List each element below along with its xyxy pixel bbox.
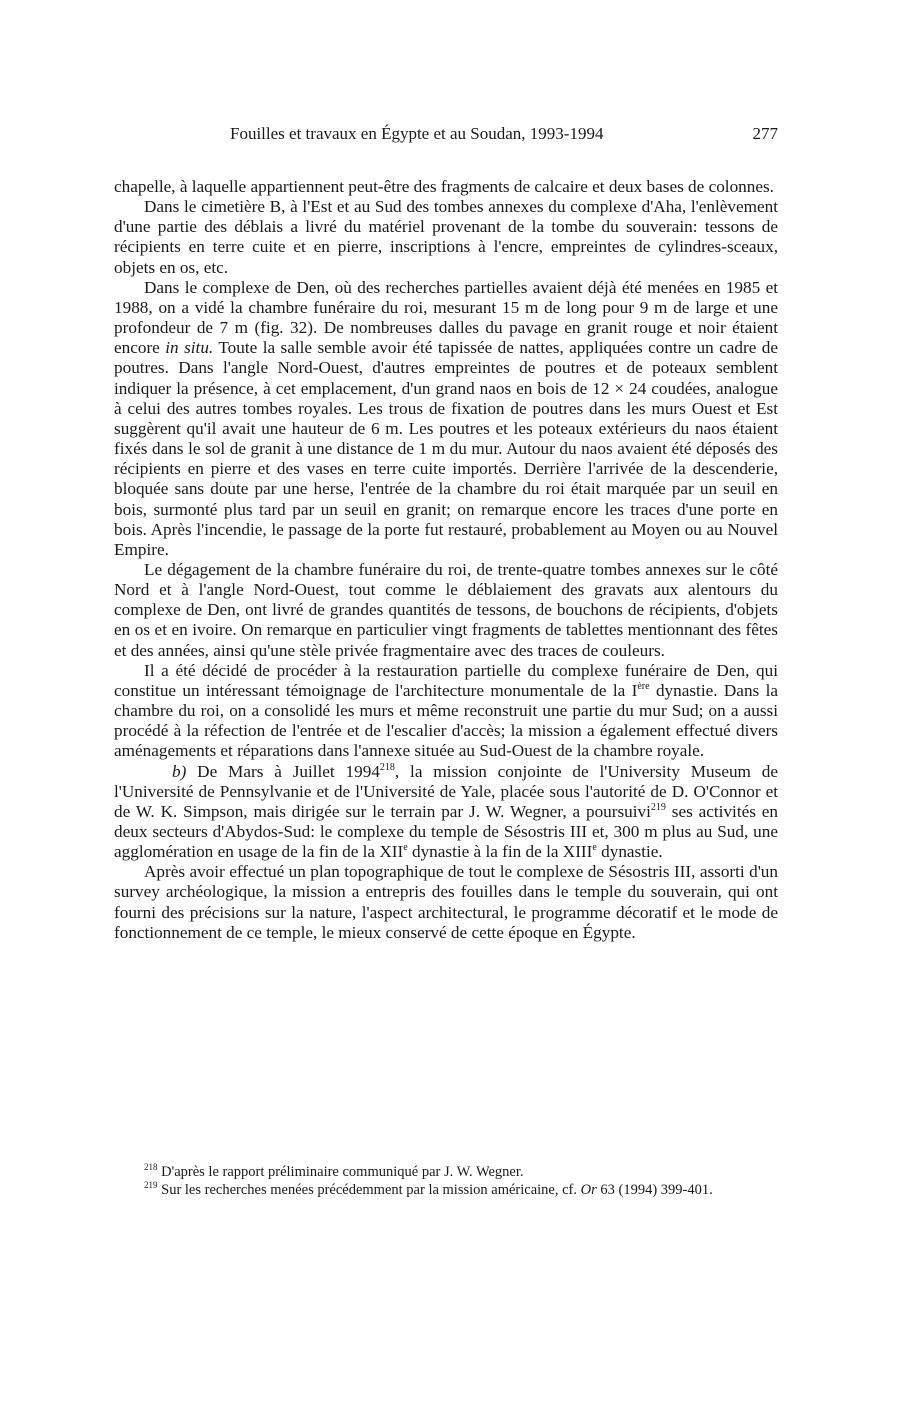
paragraph-3-text-a: Dans le complexe de Den, où des recherches partielles avaient déjà été menées en 1985 et 1988, on a vidé la chambre funéraire du roi, mesurant 15 m de long pour 9 m de large et une profondeur de 7 m (fig. 32). De nombreuses dalles du pavage en granit rouge et noir étaient encore [114, 277, 778, 358]
paragraph-7: Après avoir effectué un plan topographique de tout le complexe de Sésostris III, assorti d'un survey archéologique, la mission a entrepris des fouilles dans le temple du souverain, qui ont fourni des précisions sur la nature, l'aspect architectural, le programme décoratif et le mode de fonctionnement de ce temple, le mieux conservé de cette époque en Égypte. [114, 862, 778, 942]
paragraph-6-text-d: dynastie à la fin de la XIII [411, 842, 593, 862]
paragraph-5-text-b: dynastie. Dans la chambre du roi, on a consolidé les murs et même reconstruit une partie du mur Sud; on a aussi procédé à la réfection de l'entrée et de l'escalier d'accès; la mission a également effectué divers aménagements et réparations dans l'annexe située au Sud-Ouest de la chambre royale. [114, 680, 778, 761]
paragraph-5-superscript: ère [637, 680, 650, 692]
footnote-218-text: D'après le rapport préliminaire communiqué par J. W. Wegner. [161, 1164, 524, 1180]
page-header [148, 122, 778, 146]
paragraph-6-text-e: dynastie. [601, 842, 663, 862]
paragraph-6-text-c: ses activités en deux secteurs d'Abydos-Sud: le complexe du temple de Sésostris III et, 300 m plus au Sud, une agglomération en usage de la fin de la XII [114, 801, 778, 862]
paragraph-5 [114, 661, 778, 762]
paragraph-6-superscript-1: e [403, 842, 408, 854]
footnote-219-text-a: Sur les recherches menées précédemment par la mission américaine, cf. [161, 1182, 578, 1198]
section-label: b) [172, 761, 187, 781]
page-number: 277 [752, 124, 778, 143]
footnotes [114, 1163, 778, 1199]
paragraph-4: Le dégagement de la chambre funéraire du roi, de trente-quatre tombes annexes sur le côté Nord et à l'angle Nord-Ouest, tout comme le déblaiement des gravats aux alentours du complexe de Den, ont livré de grandes quantités de tessons, de bouchons de récipients, d'objets en os et en ivoire. On remarque en particulier vingt fragments de tablettes mentionnant des fêtes et des années, ainsi qu'une stèle privée fragmentaire avec des traces de couleurs. [114, 559, 778, 660]
paragraph-3-italic: in situ. [165, 338, 214, 358]
footnote-number-219: 219 [144, 1180, 158, 1190]
paragraph-6-text-b: , la mission conjointe de l'University Museum de l'Université de Pennsylvanie et de l'Université de Yale, placée sous l'autorité de D. O'Connor et de W. K. Simpson, mais dirigée sur le terrain par J. W. Wegner, a poursuivi [114, 761, 778, 821]
paragraph-2: Dans le cimetière B, à l'Est et au Sud des tombes annexes du complexe d'Aha, l'enlèvement d'une partie des déblais a livré du matériel provenant de la tombe du souverain: tessons de récipients en terre cuite et en pierre, inscriptions à l'encre, empreintes de cylindres-sceaux, objets en os, etc. [114, 197, 778, 277]
running-title: Fouilles et travaux en Égypte et au Soudan, 1993-1994 [230, 124, 604, 143]
paragraph-3 [114, 278, 778, 560]
paragraph-3-text-b: Toute la salle semble avoir été tapissée de nattes, appliquées contre un cadre de poutres. Dans l'angle Nord-Ouest, d'autres empreintes de poutres et de poteaux semblent indiquer la présence, à cet emplacement, d'un grand naos en bois de 12 × 24 coudées, analogue à celui des autres tombes royales. Les trous de fixation de poutres dans les murs Ouest et Est suggèrent qu'il avait une hauteur de 6 m. Les poutres et les poteaux extérieurs du naos étaient fixés dans le sol de granit à une distance de 1 m du mur. Autour du naos avaient été déposés des récipients en pierre et des vases en terre cuite importés. Derrière l'arrivée de la descenderie, bloquée sans doute par une herse, l'entrée de la chambre du roi était marquée par un seuil en bois, surmonté plus tard par un seuil en granit; on remarque encore les traces d'une porte en bois. Après l'incendie, le passage de la porte fut restauré, probablement au Moyen ou au Nouvel Empire. [114, 338, 779, 559]
footnote-219-text-b: 63 (1994) 399-401. [600, 1182, 713, 1198]
footnote-218 [114, 1163, 778, 1181]
paragraph-6-text-a: De Mars à Juillet 1994 [197, 761, 380, 781]
footnote-219 [114, 1181, 778, 1199]
paragraph-6-superscript-2: e [592, 842, 597, 854]
body-text [114, 177, 778, 943]
footnote-ref-219: 219 [650, 801, 666, 813]
footnote-219-italic: Or [580, 1182, 597, 1198]
paragraph-6 [114, 762, 778, 863]
paragraph-1: chapelle, à laquelle appartiennent peut-être des fragments de calcaire et deux bases de colonnes. [114, 177, 774, 196]
paragraph-5-text-a: Il a été décidé de procéder à la restauration partielle du complexe funéraire de Den, qui constitue un intéressant témoignage de l'architecture monumentale de la I [114, 660, 778, 700]
footnote-number-218: 218 [144, 1162, 158, 1172]
footnote-ref-218: 218 [379, 761, 395, 773]
